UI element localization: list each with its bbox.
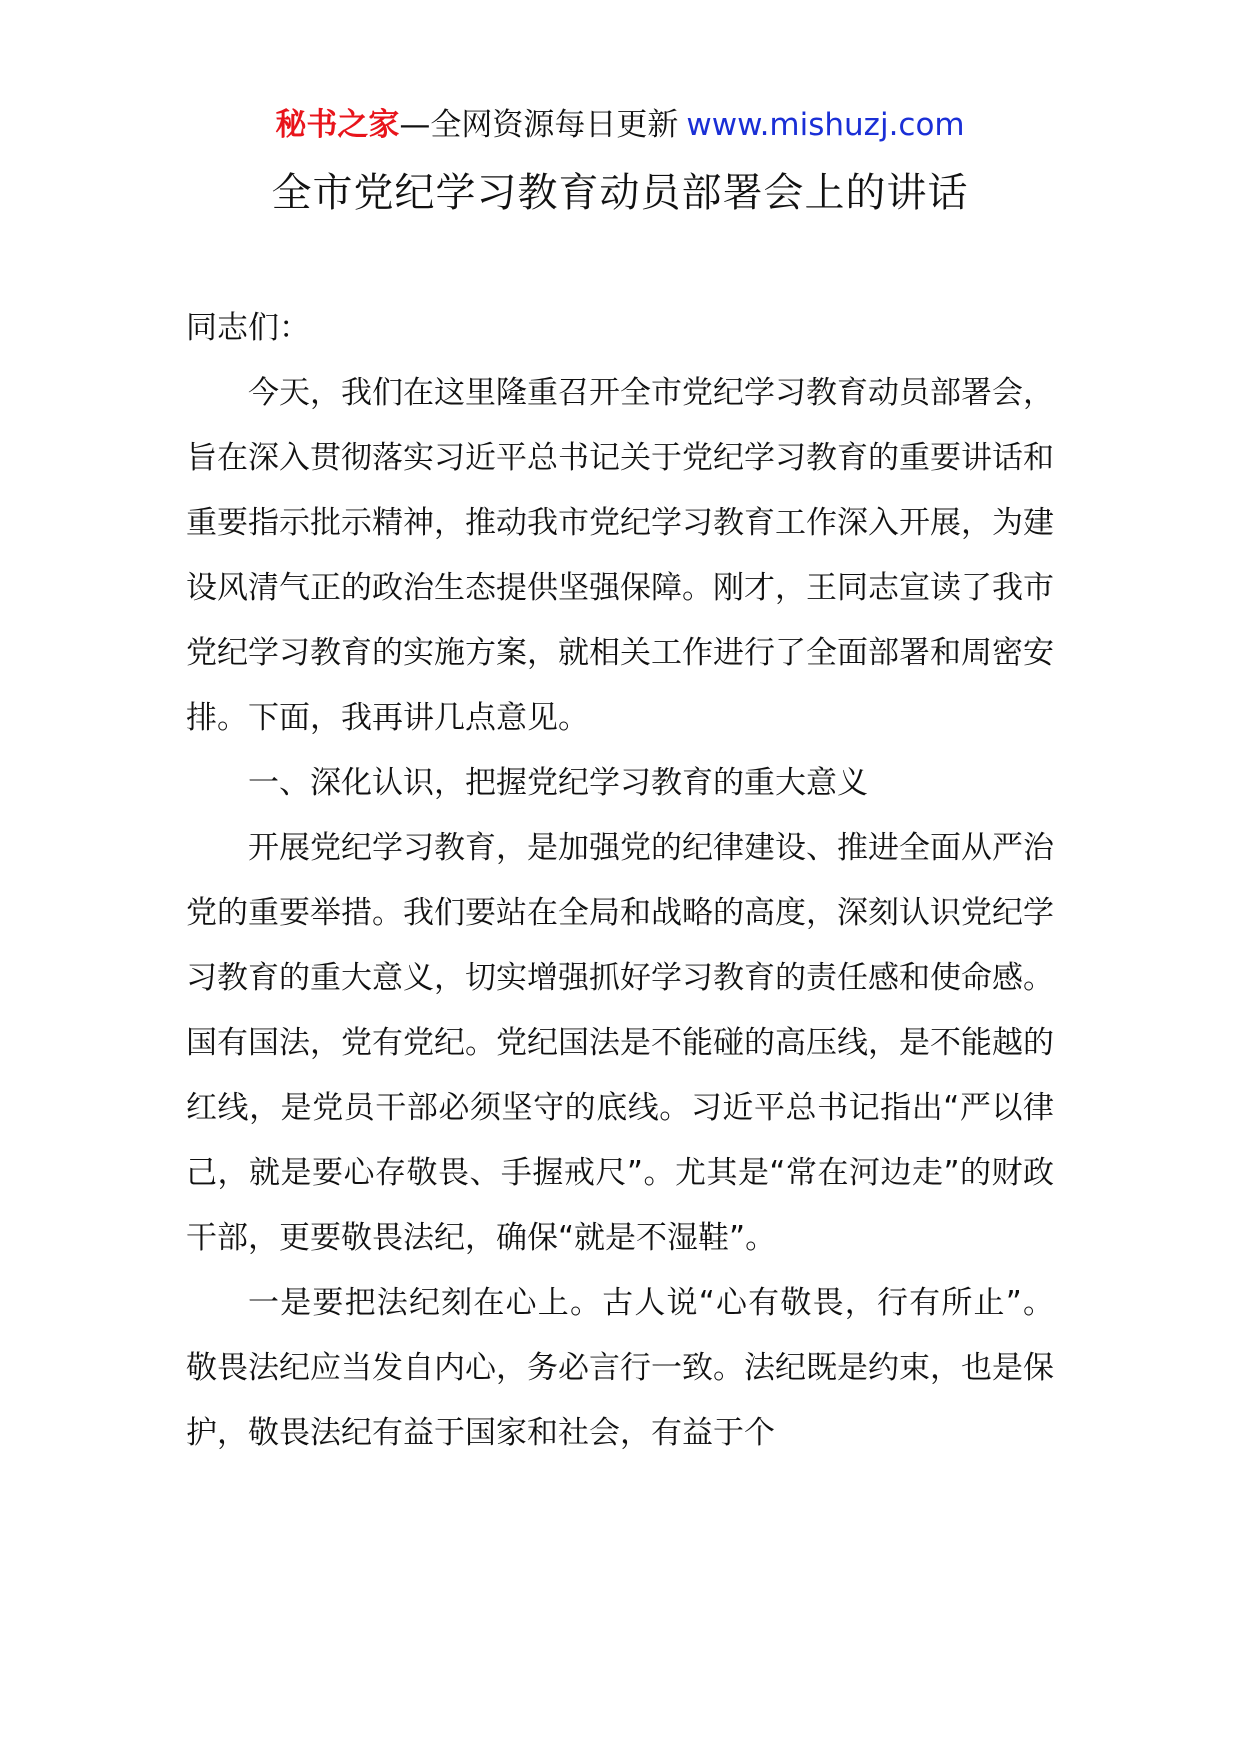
brand-name: 秘书之家 (275, 107, 400, 143)
site-header (0, 100, 1240, 150)
site-url-link[interactable]: www.mishuzj.com (686, 107, 965, 143)
paragraph-intro: 今天，我们在这里隆重召开全市党纪学习教育动员部署会，旨在深入贯彻落实习近平总书记关于党纪学习教育的重要讲话和重要指示批示精神，推动我市党纪学习教育工作深入开展，为建设风清气正的政治生态提供坚强保障。刚才，王同志宣读了我市党纪学习教育的实施方案，就相关工作进行了全面部署和周密安排。下面，我再讲几点意见。 (186, 375, 1054, 736)
document-title: 全市党纪学习教育动员部署会上的讲话 (271, 170, 969, 216)
header-dash: — (399, 107, 431, 143)
section-heading-1: 一、深化认识，把握党纪学习教育的重大意义 (248, 765, 868, 801)
paragraph-point-1: 一是要把法纪刻在心上。古人说“心有敬畏，行有所止”。敬畏法纪应当发自内心，务必言行一致。法纪既是约束，也是保护，敬畏法纪有益于国家和社会，有益于个 (186, 1285, 1054, 1451)
salutation: 同志们： (186, 310, 310, 346)
header-tagline: 全网资源每日更新 (430, 107, 679, 143)
document-body (186, 296, 1054, 1466)
paragraph-significance: 开展党纪学习教育，是加强党的纪律建设、推进全面从严治党的重要举措。我们要站在全局和战略的高度，深刻认识党纪学习教育的重大意义，切实增强抓好学习教育的责任感和使命感。国有国法，党有党纪。党纪国法是不能碰的高压线，是不能越的红线，是党员干部必须坚守的底线。习近平总书记指出“严以律己，就是要心存敬畏、手握戒尺”。尤其是“常在河边走”的财政干部，更要敬畏法纪，确保“就是不湿鞋”。 (186, 830, 1054, 1256)
